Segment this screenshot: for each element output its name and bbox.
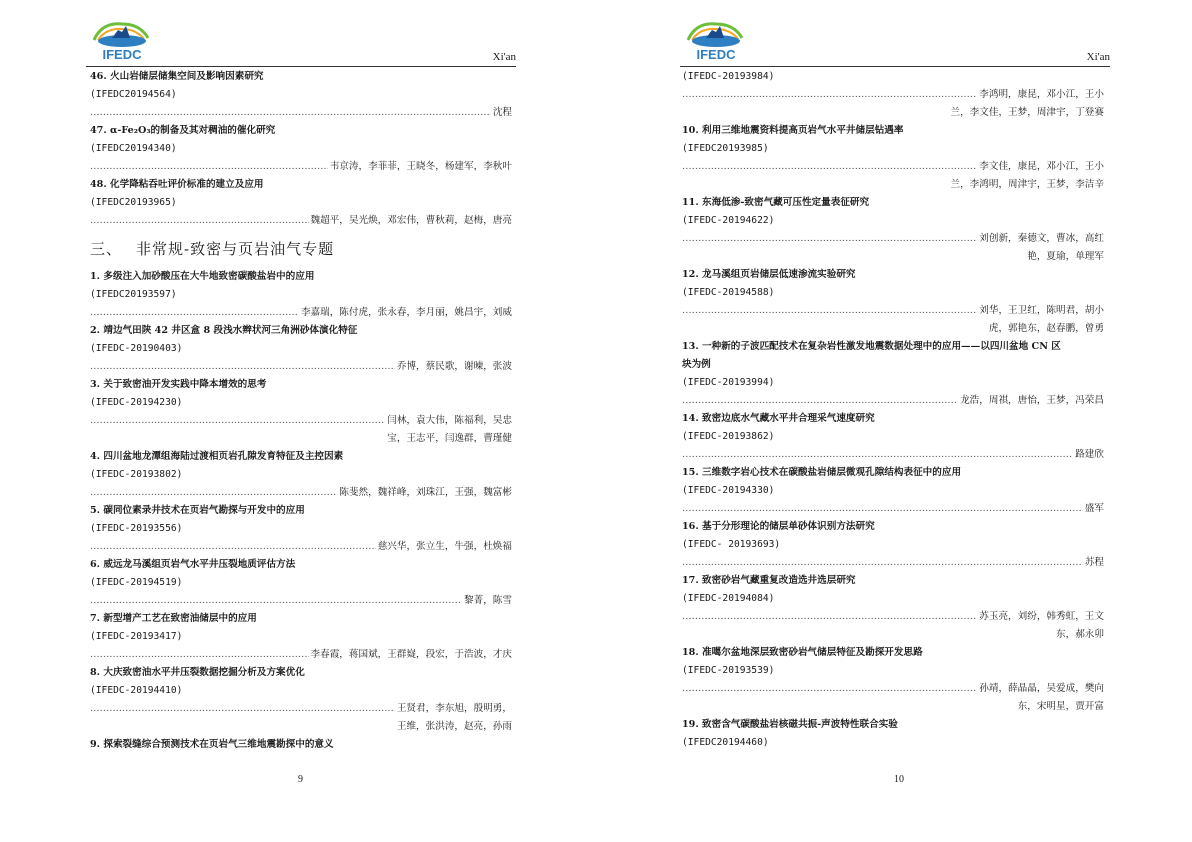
leader-dots	[682, 158, 977, 176]
author-line	[682, 608, 1104, 626]
paper-code: (IFEDC20193965)	[90, 197, 177, 208]
author-names: 慈兴华，张立生，牛强，杜焕福	[377, 541, 512, 552]
paper-entry	[682, 518, 1104, 572]
paper-code: (IFEDC20193597)	[90, 289, 177, 300]
paper-code: (IFEDC20194564)	[90, 89, 177, 100]
ifedc-logo-graphic	[82, 18, 162, 62]
paper-title: 9. 探索裂缝综合预测技术在页岩气三维地震勘探中的意义	[90, 739, 334, 750]
author-names: 韦京涛，李菲菲，王晓冬，杨建军，李秋叶	[329, 161, 512, 172]
author-names: 黎菁，陈雪	[464, 595, 512, 606]
paper-entry	[90, 664, 512, 736]
author-names: 魏超平，吴光焕，邓宏伟，曹秋莉，赵梅，唐亮	[310, 215, 512, 226]
paper-title: 18. 准噶尔盆地深层致密砂岩气储层特征及勘探开发思路	[682, 647, 923, 658]
author-line	[90, 412, 512, 430]
author-names: 刘华，王卫红，陈明君，胡小	[979, 305, 1104, 316]
paper-entry	[682, 266, 1104, 338]
author-names: 刘创新，秦德文，曹冰，高红	[979, 233, 1104, 244]
paper-code: (IFEDC- 20193693)	[682, 539, 781, 550]
paper-title: 10. 利用三维地震资料提高页岩气水平井储层钻遇率	[682, 125, 904, 136]
leader-dots	[90, 104, 491, 122]
paper-title-continued: 块为例	[682, 359, 711, 370]
paper-title: 16. 基于分形理论的储层单砂体识别方法研究	[682, 521, 875, 532]
author-names: 苏程	[1084, 557, 1104, 568]
paper-code: (IFEDC-20194622)	[682, 215, 775, 226]
author-line	[90, 538, 512, 556]
paper-code: (IFEDC-20193417)	[90, 631, 183, 642]
paper-code: (IFEDC-20194410)	[90, 685, 183, 696]
paper-entry	[682, 464, 1104, 518]
paper-entry	[90, 448, 512, 502]
paper-entry	[682, 716, 1104, 752]
paper-title: 48. 化学降粘吞吐评价标准的建立及应用	[90, 179, 264, 190]
paper-code: (IFEDC-20193994)	[682, 377, 775, 388]
leader-dots	[90, 212, 309, 230]
header-city: Xi'an	[1086, 51, 1110, 63]
paper-title: 11. 东海低渗-致密气藏可压性定量表征研究	[682, 197, 870, 208]
section-title: 非常规-致密与页岩油气专题	[136, 240, 335, 258]
author-line	[682, 392, 1104, 410]
author-names: 王贤君，李东旭，殷明勇，	[396, 703, 512, 714]
author-line	[682, 158, 1104, 176]
ifedc-logo	[676, 18, 756, 62]
author-line	[682, 230, 1104, 248]
author-names: 路建欣	[1075, 449, 1104, 460]
author-names: 盛军	[1084, 503, 1104, 514]
header-city: Xi'an	[492, 51, 516, 63]
leader-dots	[90, 646, 309, 664]
leader-dots	[90, 358, 395, 376]
paper-code: (IFEDC-20194330)	[682, 485, 775, 496]
leader-dots	[90, 412, 385, 430]
author-names: 李嘉瑞，陈付虎，张永春，李月丽，姚昌宇，刘威	[300, 307, 512, 318]
paper-entry	[90, 736, 512, 754]
paper-title: 14. 致密边底水气藏水平井合理采气速度研究	[682, 413, 875, 424]
author-names-continued: 兰，李文佳，王梦，周津宇，丁登赛	[950, 107, 1104, 118]
author-line	[682, 500, 1104, 518]
author-line	[90, 484, 512, 502]
header-divider	[86, 66, 516, 67]
author-line	[682, 680, 1104, 698]
paper-entry	[682, 338, 1104, 410]
section-heading	[90, 238, 512, 260]
author-names-continued: 艳，夏瑜，单理军	[1027, 251, 1104, 262]
paper-code: (IFEDC20193985)	[682, 143, 769, 154]
paper-entry	[90, 68, 512, 122]
paper-title: 8. 大庆致密油水平井压裂数据挖掘分析及方案优化	[90, 667, 305, 678]
paper-entry	[90, 502, 512, 556]
paper-title: 12. 龙马溪组页岩储层低速渗流实验研究	[682, 269, 856, 280]
author-names: 乔博，蔡民歌，谢暕，张波	[396, 361, 512, 372]
leader-dots	[682, 554, 1083, 572]
author-names: 孙靖，薛晶晶，吴爱成，樊向	[979, 683, 1104, 694]
author-line	[682, 446, 1104, 464]
right-page	[596, 0, 1192, 842]
logo-text: IFEDC	[102, 47, 142, 62]
paper-entry	[682, 644, 1104, 716]
paper-title: 1. 多级注入加砂酸压在大牛地致密碳酸盐岩中的应用	[90, 271, 315, 282]
leader-dots	[682, 230, 977, 248]
leader-dots	[682, 446, 1073, 464]
author-names: 闫林，袁大伟，陈福利，吴忠	[387, 415, 512, 426]
paper-title: 47. α-Fe₂O₃的制备及其对稠油的催化研究	[90, 125, 276, 136]
author-line	[682, 302, 1104, 320]
author-line	[682, 554, 1104, 572]
paper-title: 17. 致密砂岩气藏重复改造选井选层研究	[682, 575, 856, 586]
leader-dots	[90, 700, 395, 718]
paper-entry	[90, 176, 512, 230]
logo-text: IFEDC	[696, 47, 736, 62]
author-line	[90, 646, 512, 664]
paper-title: 4. 四川盆地龙潭组海陆过渡相页岩孔隙发育特征及主控因素	[90, 451, 344, 462]
paper-entry	[90, 556, 512, 610]
paper-code: (IFEDC-20194230)	[90, 397, 183, 408]
paper-title: 46. 火山岩储层储集空间及影响因素研究	[90, 71, 264, 82]
paper-entry	[682, 194, 1104, 266]
paper-entry	[90, 122, 512, 176]
author-line	[90, 158, 512, 176]
paper-title: 2. 靖边气田陕 42 井区盒 8 段浅水辫状河三角洲砂体演化特征	[90, 325, 358, 336]
page-number: 9	[298, 774, 303, 785]
paper-code: (IFEDC-20193556)	[90, 523, 183, 534]
paper-code: (IFEDC-20193802)	[90, 469, 183, 480]
paper-title: 15. 三维数字岩心技术在碳酸盐岩储层微观孔隙结构表征中的应用	[682, 467, 962, 478]
paper-code: (IFEDC-20193539)	[682, 665, 775, 676]
paper-title: 19. 致密含气碳酸盐岩核磁共振-声波特性联合实验	[682, 719, 898, 730]
author-names: 沈程	[492, 107, 512, 118]
leader-dots	[90, 538, 376, 556]
paper-entry	[90, 376, 512, 448]
paper-entry	[90, 322, 512, 376]
leader-dots	[682, 500, 1083, 518]
paper-code: (IFEDC-20193984)	[682, 71, 775, 82]
author-names: 龙浩，周祺，唐怡，王梦，冯荣昌	[960, 395, 1104, 406]
paper-entry	[682, 572, 1104, 644]
author-names: 李鸿明，康昆，邓小江，王小	[979, 89, 1104, 100]
paper-code: (IFEDC-20193862)	[682, 431, 775, 442]
leader-dots	[682, 302, 977, 320]
page-number: 10	[894, 774, 904, 785]
author-line	[90, 104, 512, 122]
author-line	[90, 592, 512, 610]
left-content	[90, 68, 512, 754]
paper-title: 5. 碳同位素录井技术在页岩气勘探与开发中的应用	[90, 505, 305, 516]
author-names-continued: 宝，王志平，闫逸群，曹瑾健	[387, 433, 512, 444]
author-line	[90, 700, 512, 718]
header-divider	[680, 66, 1110, 67]
leader-dots	[682, 392, 958, 410]
paper-code: (IFEDC-20190403)	[90, 343, 183, 354]
author-names-continued: 东，宋明星，贾开富	[1017, 701, 1104, 712]
paper-entry	[682, 122, 1104, 194]
author-names: 陈斐然，魏祥峰，刘珠江，王强，魏富彬	[339, 487, 512, 498]
paper-entry	[90, 610, 512, 664]
leader-dots	[90, 592, 462, 610]
author-line	[90, 212, 512, 230]
continued-entry	[682, 68, 1104, 122]
author-names-continued: 兰，李鸿明，周津宇，王梦，李洁辛	[950, 179, 1104, 190]
right-content	[682, 68, 1104, 752]
paper-title: 13. 一种新的子波匹配技术在复杂岩性激发地震数据处理中的应用——以四川盆地 CN 区	[682, 341, 1061, 352]
paper-title: 6. 威远龙马溪组页岩气水平井压裂地质评估方法	[90, 559, 296, 570]
author-line	[90, 358, 512, 376]
paper-title: 3. 关于致密油开发实践中降本增效的思考	[90, 379, 267, 390]
paper-code: (IFEDC20194460)	[682, 737, 769, 748]
author-line	[90, 304, 512, 322]
leader-dots	[90, 158, 328, 176]
leader-dots	[682, 86, 977, 104]
leader-dots	[90, 304, 299, 322]
author-names: 苏玉亮，刘纷，韩秀虹，王文	[979, 611, 1104, 622]
paper-title: 7. 新型增产工艺在致密油储层中的应用	[90, 613, 257, 624]
section-number: 三、	[90, 240, 123, 258]
paper-entry	[90, 268, 512, 322]
author-names: 李春霞，蒋国斌，王群嶷，段宏，于浩波，才庆	[310, 649, 512, 660]
paper-code: (IFEDC-20194519)	[90, 577, 183, 588]
ifedc-logo-graphic	[676, 18, 756, 62]
paper-code: (IFEDC20194340)	[90, 143, 177, 154]
author-names: 李文佳，康昆，邓小江，王小	[979, 161, 1104, 172]
leader-dots	[682, 608, 977, 626]
paper-entry	[682, 410, 1104, 464]
author-names-continued: 东，郝永卯	[1056, 629, 1104, 640]
paper-code: (IFEDC-20194084)	[682, 593, 775, 604]
leader-dots	[682, 680, 977, 698]
ifedc-logo	[82, 18, 162, 62]
paper-code: (IFEDC-20194588)	[682, 287, 775, 298]
author-names-continued: 王维，张洪涛，赵亮，孙雨	[396, 721, 512, 732]
leader-dots	[90, 484, 337, 502]
author-line	[682, 86, 1104, 104]
author-names-continued: 虎，郭艳东，赵春鹏，曾勇	[988, 323, 1104, 334]
